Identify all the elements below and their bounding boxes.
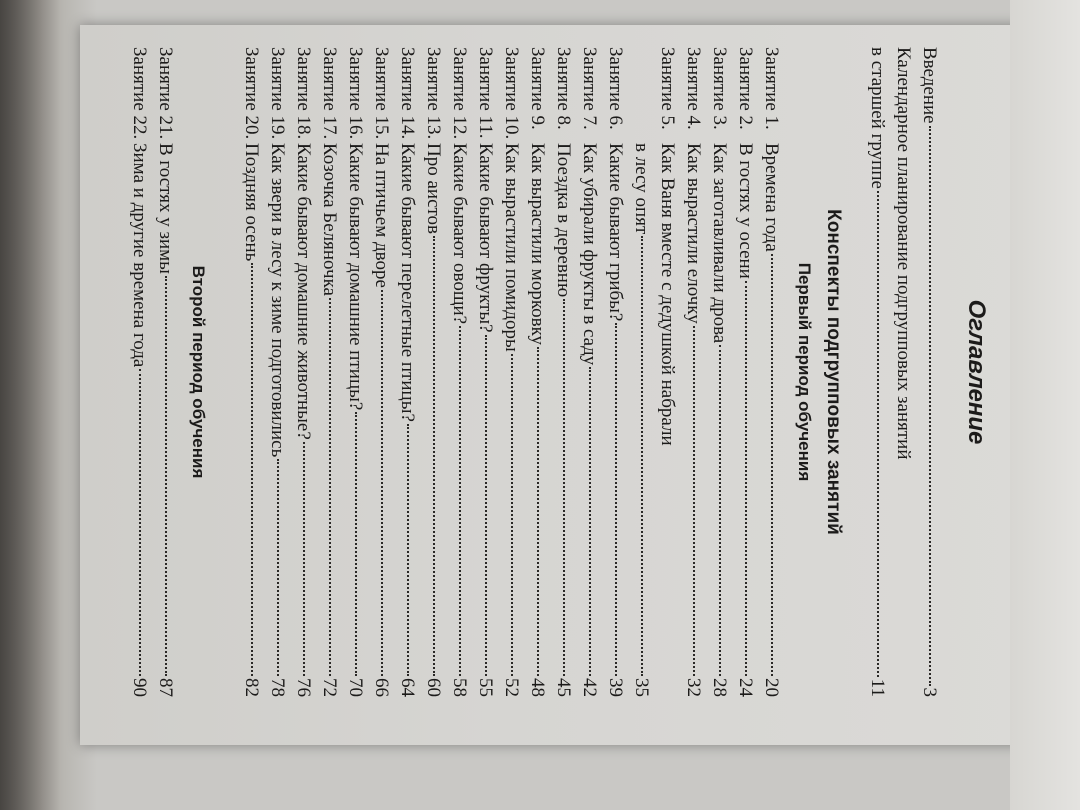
entry-page: 90	[129, 678, 150, 697]
entry-title: Какие бывают домашние птицы?	[345, 143, 366, 411]
entry-number: Занятие 15.	[371, 47, 392, 140]
entry-number: Занятие 7.	[579, 47, 600, 130]
entry-number: Занятие 5.	[657, 47, 678, 130]
entry-title: Как убирали фрукты в саду	[579, 143, 600, 366]
book-shadow	[0, 0, 60, 810]
entry-number: Занятие 4.	[683, 47, 704, 130]
entry-title-continued: в лесу опят	[631, 143, 652, 235]
leader-dots	[251, 263, 253, 676]
leader-dots	[615, 323, 617, 676]
entry-title: Поздняя осень	[241, 143, 262, 262]
toc-entry-line	[288, 47, 314, 697]
entry-page: 28	[709, 678, 730, 697]
entry-title: Введение	[919, 47, 940, 124]
entry-page: 35	[631, 678, 652, 697]
toc-entry-line	[124, 47, 150, 697]
toc-entry-line	[470, 47, 496, 697]
entry-page: 55	[475, 678, 496, 697]
entry-number: Занятие 22.	[129, 47, 150, 140]
leader-dots	[407, 424, 409, 676]
entry-number: Занятие 8.	[553, 47, 574, 130]
entry-title: Какие бывают овощи?	[449, 143, 470, 325]
entry-number: Занятие 18.	[293, 47, 314, 140]
toc-entry-line	[496, 47, 522, 697]
leader-dots	[433, 236, 435, 676]
toc-entry-line	[262, 47, 288, 697]
entry-title: В гостях у зимы	[155, 143, 176, 274]
toc-entry-line	[314, 47, 340, 697]
toc-entry-line	[730, 47, 756, 697]
entry-page: 42	[579, 678, 600, 697]
toc-intro	[862, 47, 940, 697]
entry-number: Занятие 14.	[397, 47, 418, 140]
leader-dots	[641, 236, 643, 676]
entry-title: Какие бывают грибы?	[605, 143, 626, 322]
entry-number: Занятие 12.	[449, 47, 470, 140]
toc-entry-line	[418, 47, 444, 697]
section-title: Конспекты подгрупповых занятий	[823, 209, 844, 535]
leader-dots	[485, 335, 487, 676]
leader-dots	[877, 191, 879, 677]
entry-number: Занятие 10.	[501, 47, 522, 140]
entry-page: 52	[501, 678, 522, 697]
entry-number: Занятие 9.	[527, 47, 548, 130]
toc-entry-line	[392, 47, 418, 697]
toc-periods	[124, 47, 814, 697]
entry-title: Про аистов	[423, 143, 444, 235]
entry-number: Занятие 13.	[423, 47, 444, 140]
leader-dots	[459, 326, 461, 676]
leader-dots	[139, 369, 141, 676]
entry-title: Зима и другие времена года	[129, 143, 150, 368]
toc-entry-line	[574, 47, 600, 697]
toc-entry-line	[652, 47, 678, 697]
entry-title: Календарное планирование подгрупповых занятий	[893, 47, 914, 460]
entry-title: Какие бывают перелетные птицы?	[397, 143, 418, 422]
entry-number: Занятие 2.	[735, 47, 756, 130]
leader-dots	[303, 442, 305, 676]
book-page	[80, 25, 1080, 745]
toc-entry-line	[756, 47, 782, 697]
leader-dots	[537, 347, 539, 676]
entry-title: Поездка в деревню	[553, 143, 574, 298]
entry-page: 70	[345, 678, 366, 697]
leader-dots	[719, 345, 721, 676]
entry-page: 58	[449, 678, 470, 697]
entry-page: 32	[683, 678, 704, 697]
entry-number: Занятие 20.	[241, 47, 262, 140]
entry-title: Как вырастили помидоры	[501, 143, 522, 352]
entry-page: 82	[241, 678, 262, 697]
entry-number: Занятие 16.	[345, 47, 366, 140]
leader-dots	[381, 290, 383, 676]
entry-title: Как вырастили елочку	[683, 143, 704, 324]
toc-entry-line	[888, 47, 914, 697]
entry-page: 3	[919, 687, 940, 697]
leader-dots	[771, 254, 773, 676]
entry-page: 60	[423, 678, 444, 697]
entry-page: 48	[527, 678, 548, 697]
entry-number: Занятие 11.	[475, 47, 496, 139]
entry-number: Занятие 3.	[709, 47, 730, 130]
entry-number: Занятие 21.	[155, 47, 176, 140]
next-page-edge	[1010, 0, 1080, 810]
toc-title: Оглавление	[963, 299, 990, 445]
entry-page: 78	[267, 678, 288, 697]
entry-page: 11	[867, 678, 888, 697]
period-list	[236, 47, 782, 697]
entry-title: Какие бывают фрукты?	[475, 143, 496, 333]
entry-title: Как звери в лесу к зиме подготовились	[267, 143, 288, 458]
entry-page: 72	[319, 678, 340, 697]
period-title: Второй период обучения	[189, 265, 208, 479]
entry-title: Как заготавливали дрова	[709, 143, 730, 344]
toc-entry-line	[914, 47, 940, 697]
entry-title: Козочка Беляночка	[319, 143, 340, 296]
toc-entry-line	[626, 47, 652, 697]
leader-dots	[165, 276, 167, 676]
toc-entry-line	[678, 47, 704, 697]
toc-entry-line	[236, 47, 262, 697]
entry-number: Занятие 17.	[319, 47, 340, 140]
entry-page: 24	[735, 678, 756, 697]
leader-dots	[745, 281, 747, 676]
toc-entry-line	[522, 47, 548, 697]
entry-title: Какие бывают домашние животные?	[293, 143, 314, 440]
entry-page: 39	[605, 678, 626, 697]
table-of-contents	[124, 47, 990, 697]
toc-entry-line	[704, 47, 730, 697]
entry-number: Занятие 1.	[761, 47, 782, 130]
period-list	[124, 47, 176, 697]
entry-title: Времена года	[761, 143, 782, 252]
leader-dots	[329, 298, 331, 676]
entry-title: Как Ваня вместе с дедушкой набрали	[657, 143, 678, 446]
period-title: Первый период обучения	[795, 262, 814, 482]
leader-dots	[693, 326, 695, 676]
entry-page: 20	[761, 678, 782, 697]
leader-dots	[589, 367, 591, 676]
leader-dots	[511, 354, 513, 676]
leader-dots	[355, 412, 357, 676]
entry-page: 76	[293, 678, 314, 697]
entry-title-continued: в старшей группе	[867, 47, 888, 189]
toc-entry-line	[862, 47, 888, 697]
entry-title: На птичьем дворе	[371, 143, 392, 288]
leader-dots	[929, 126, 931, 686]
entry-page: 45	[553, 678, 574, 697]
toc-entry-line	[600, 47, 626, 697]
entry-page: 66	[371, 678, 392, 697]
entry-number: Занятие 19.	[267, 47, 288, 140]
leader-dots	[277, 459, 279, 676]
toc-entry-line	[548, 47, 574, 697]
entry-number: Занятие 6.	[605, 47, 626, 130]
entry-page: 64	[397, 678, 418, 697]
entry-title: Как вырастили морковку	[527, 143, 548, 346]
toc-entry-line	[366, 47, 392, 697]
toc-entry-line	[340, 47, 366, 697]
toc-entry-line	[444, 47, 470, 697]
entry-title: В гостях у осени	[735, 143, 756, 279]
leader-dots	[563, 299, 565, 676]
entry-page: 87	[155, 678, 176, 697]
toc-entry-line	[150, 47, 176, 697]
period-gap	[214, 47, 236, 697]
